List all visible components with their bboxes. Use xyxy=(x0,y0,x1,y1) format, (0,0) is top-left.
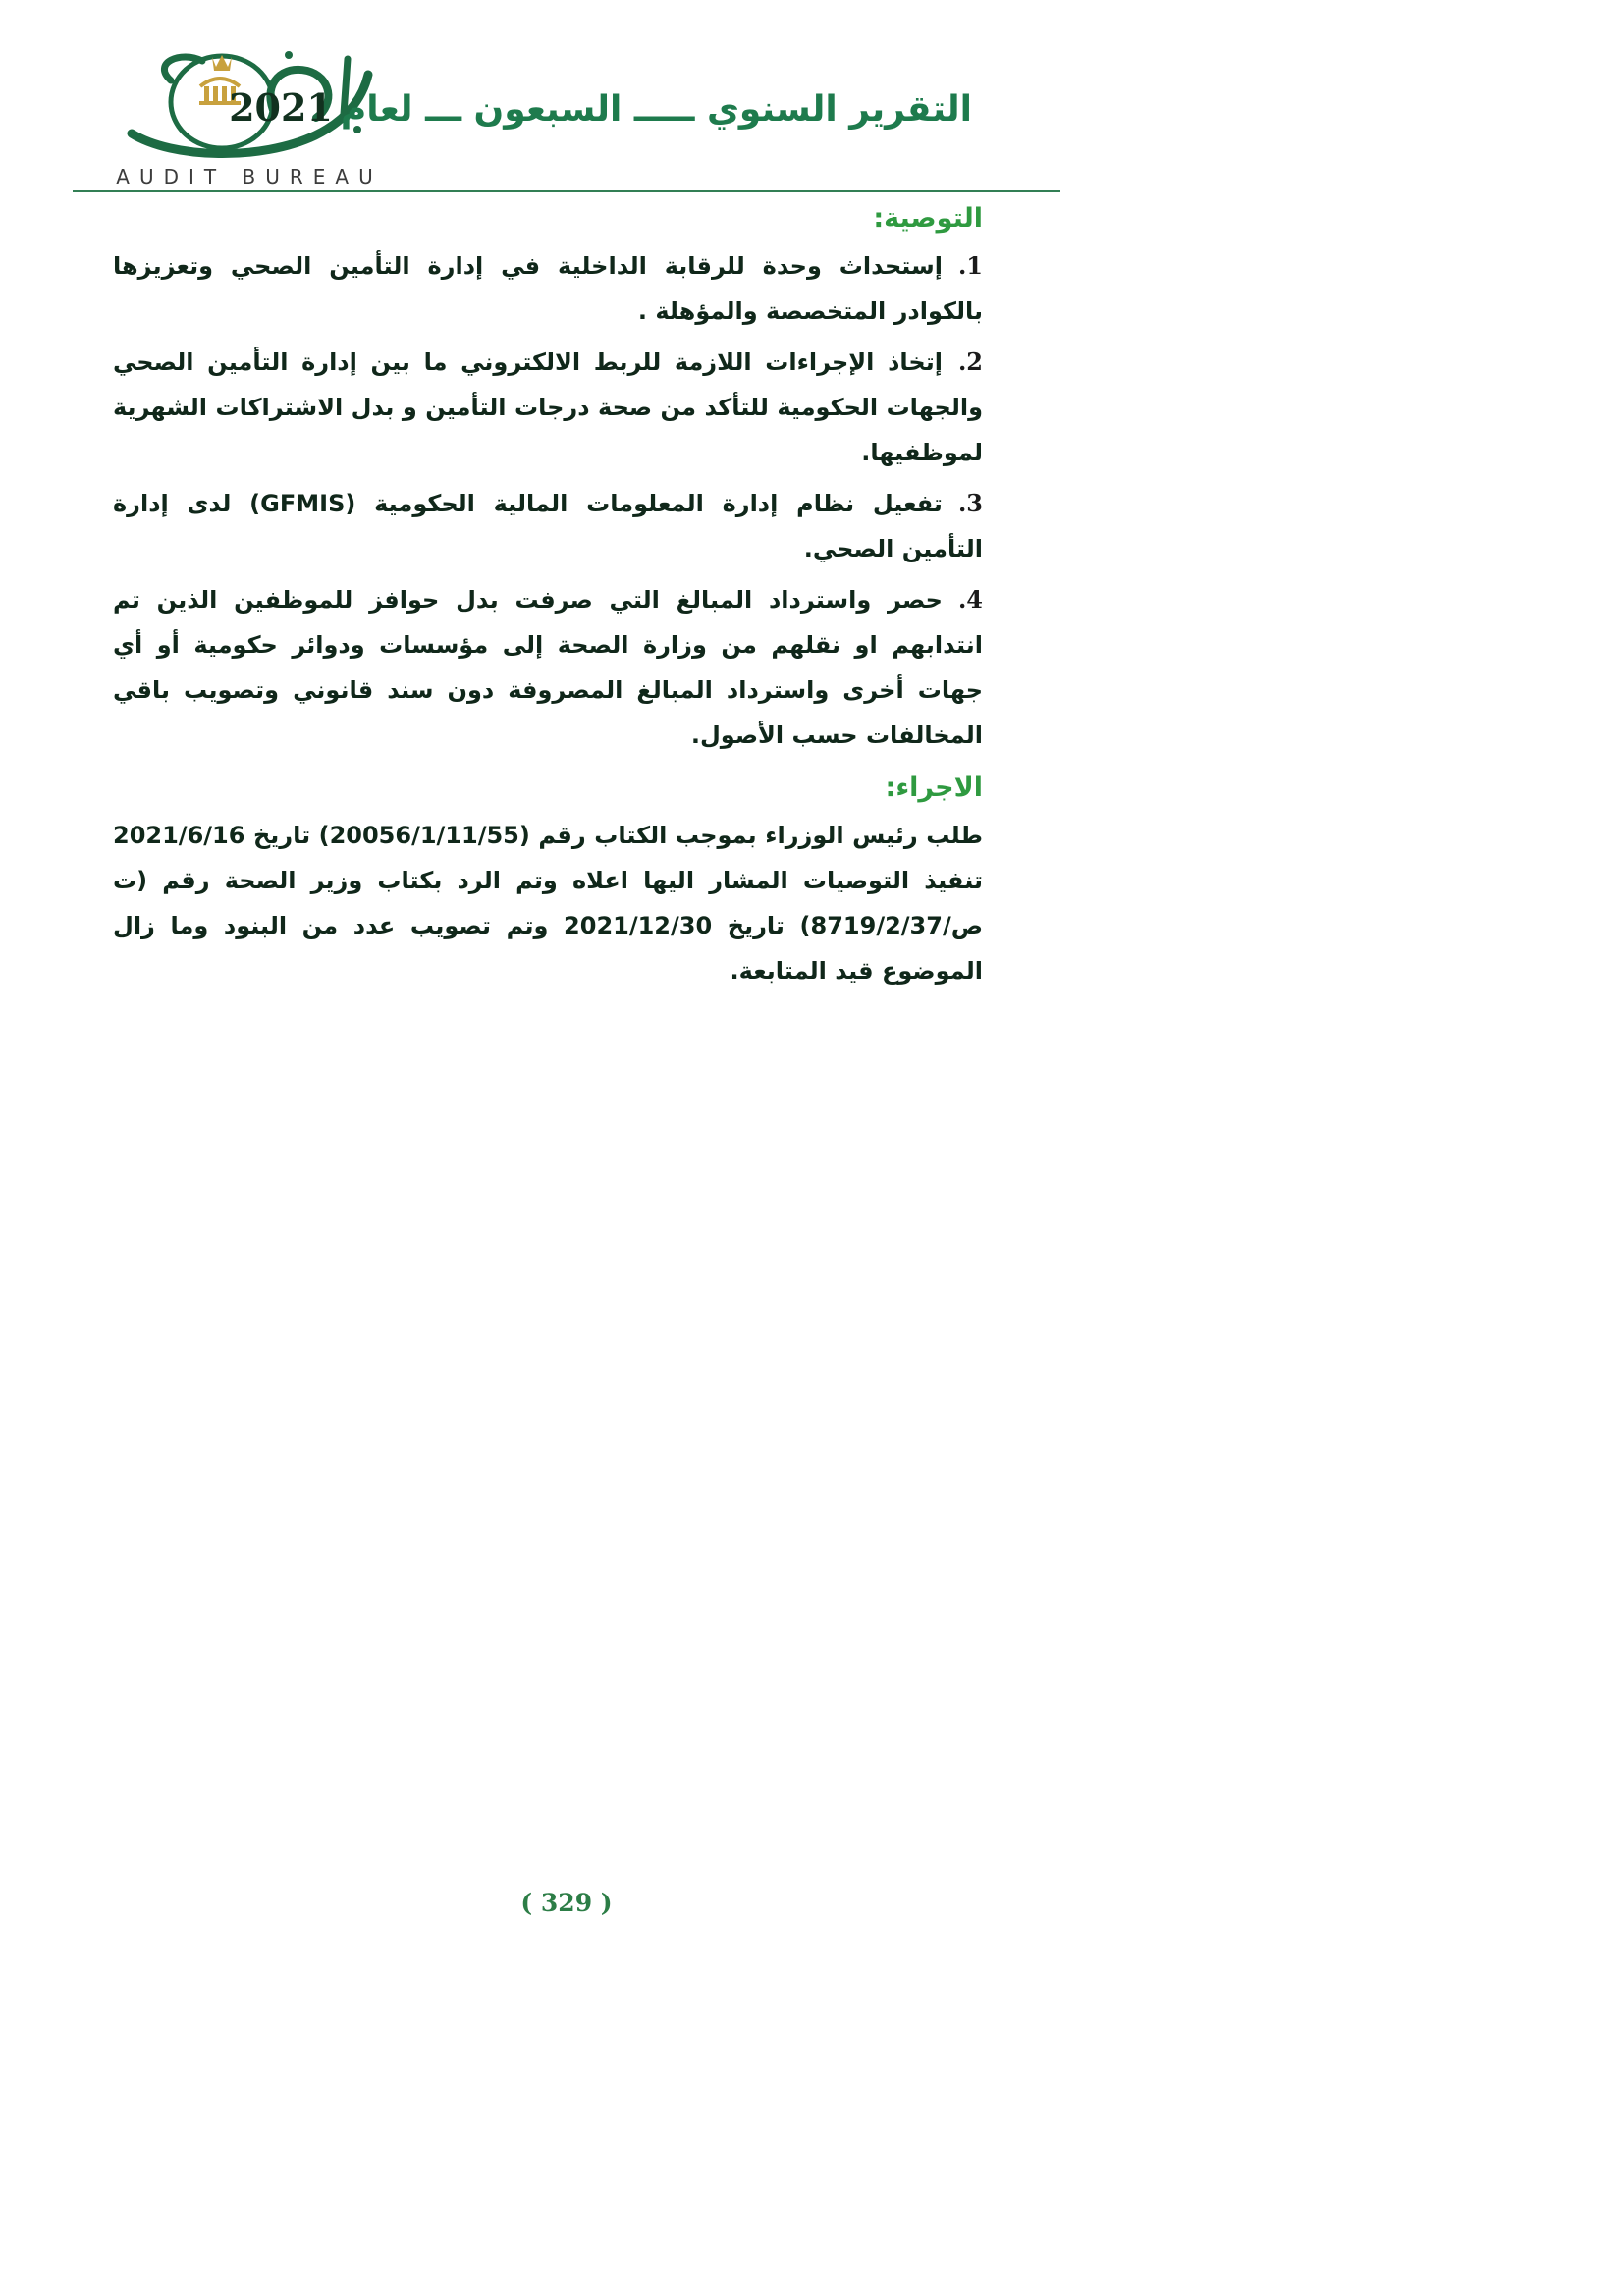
action-heading: الاجراء: xyxy=(885,773,983,803)
calligraphy-dot xyxy=(285,51,293,59)
item-text: إستحداث وحدة للرقابة الداخلية في إدارة التأمين الصحي وتعزيزها بالكوادر المتخصصة والمؤهلة . xyxy=(113,252,983,325)
report-title xyxy=(229,84,972,132)
recommendation-item xyxy=(113,577,983,758)
recommendation-item xyxy=(113,481,983,571)
report-year: 2021 xyxy=(229,85,333,130)
logo-wordmark: AUDIT BUREAU xyxy=(116,165,383,188)
recommendation-heading: التوصية: xyxy=(873,203,983,234)
item-text: تفعيل نظام إدارة المعلومات المالية الحكومية (GFMIS) لدى إدارة التأمين الصحي. xyxy=(113,490,983,562)
page-number: ( 329 ) xyxy=(520,1889,613,1917)
report-title-text: التقرير السنوي ـــــ السبعون ـــ لعام xyxy=(340,89,972,130)
item-text: حصر واسترداد المبالغ التي صرفت بدل حوافز للموظفين الذين تم انتدابهم او نقلهم من وزارة الصحة إلى مؤسسات ودوائر حكومية أو أي جهات أخرى واسترداد المبالغ المصروفة دون سند قانوني وتصويب باقي المخالفات حسب الأصول. xyxy=(113,586,983,749)
item-number: 3. xyxy=(957,489,983,517)
item-number: 2. xyxy=(957,347,983,376)
item-number: 4. xyxy=(957,585,983,614)
header-divider xyxy=(73,190,1060,192)
recommendation-item xyxy=(113,340,983,475)
action-paragraph: طلب رئيس الوزراء بموجب الكتاب رقم (20056/1/11/55) تاريخ 2021/6/16 تنفيذ التوصيات المشار اليها اعلاه وتم الرد بكتاب وزير الصحة رقم (ت ص/8719/2/37) تاريخ 2021/12/30 وتم تصويب عدد من البنود وما زال الموضوع قيد المتابعة. xyxy=(113,822,984,985)
recommendation-item xyxy=(113,243,983,334)
page-content xyxy=(113,202,983,993)
item-number: 1. xyxy=(957,251,983,280)
item-text: إتخاذ الإجراءات اللازمة للربط الالكتروني ما بين إدارة التأمين الصحي والجهات الحكومية للتأكد من صحة درجات التأمين و بدل الاشتراكات الشهرية لموظفيها. xyxy=(113,348,983,466)
